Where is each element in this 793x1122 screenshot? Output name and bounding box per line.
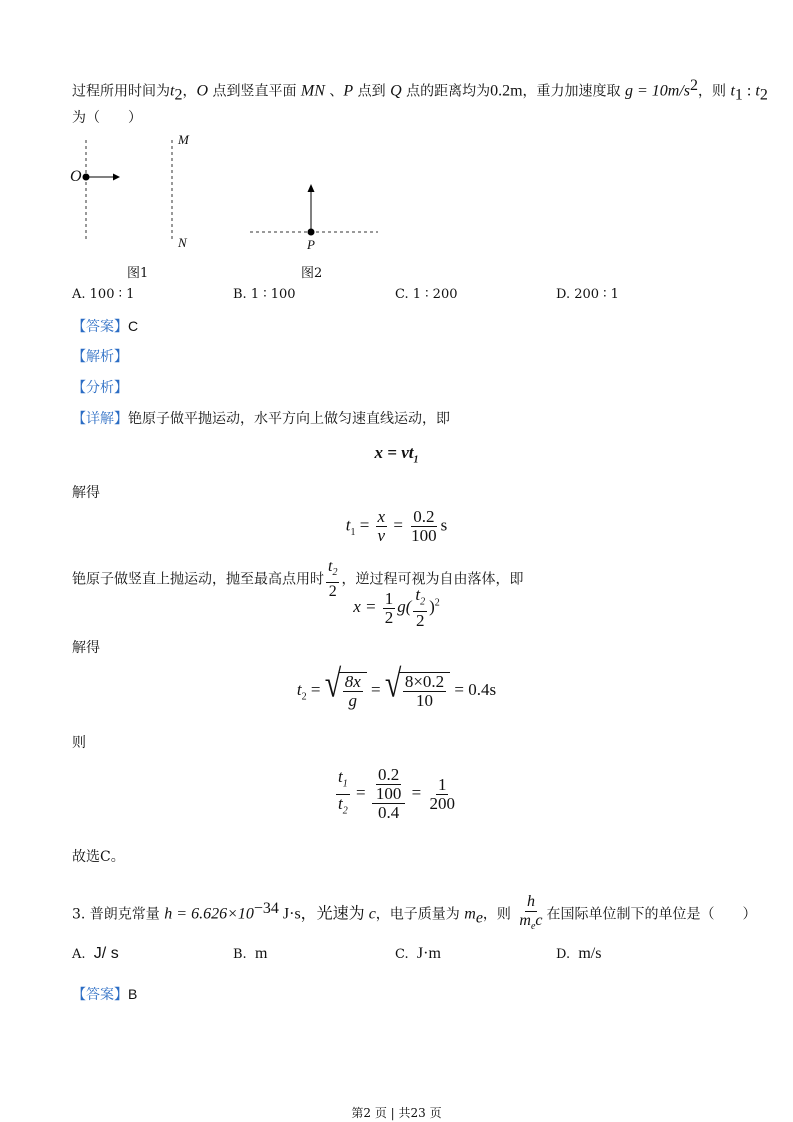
- label-M: M: [178, 132, 189, 147]
- q2-option-d: D. 200 ∶ 1: [556, 287, 619, 302]
- q2-option-b: B. 1 ∶ 100: [233, 287, 296, 302]
- eq-t1: $t_1$ = $\frac{x}{v}$ = $\frac{0.2}{100}$ s: [345, 507, 448, 545]
- q3-option-b: B. m: [233, 945, 268, 962]
- eq-free-fall: x = $\frac{1}{2}$ g( $\frac{t_2}{2}$ )$^2$: [353, 585, 440, 631]
- q2-option-a: A. 100 ∶ 1: [72, 287, 135, 302]
- q2-stem-line2: 为（ ）: [72, 110, 142, 126]
- jiede-2: 解得: [72, 640, 100, 656]
- q3-stem: 3. 普朗克常量 $h = 6.626\times 10^{-34}$ J·s，光速为 c，电子质量为 $m_e$，则 h $m_ec$ 在国际单位制下的单位是（ ）: [72, 893, 757, 933]
- eq-x-vt1: $x = vt_1$: [374, 443, 419, 466]
- fig2-caption: 图2: [301, 266, 323, 281]
- fenxi-label: 【分析】: [72, 380, 128, 396]
- conclusion: 故选C。: [72, 849, 125, 865]
- fig1-caption: 图1: [127, 266, 149, 281]
- label-P: P: [307, 237, 315, 252]
- q2-option-c: C. 1 ∶ 200: [395, 287, 458, 302]
- q3-option-c: C. J·m: [395, 945, 441, 962]
- q3-answer: 【答案】B: [72, 986, 138, 1003]
- q2-figure: [70, 132, 380, 285]
- ze: 则: [72, 735, 86, 751]
- q2-stem-line1: 过程所用时间为$t_2$，O 点到竖直平面 MN 、P 点到 Q 点的距离均为0.2m，重力加速度取 $g = 10m/s^2$，则 $t_1$ : $t_2$: [72, 77, 768, 104]
- jiede-1: 解得: [72, 485, 100, 501]
- page-footer: 第2 页 | 共23 页: [351, 1106, 442, 1120]
- line-up-throw: 铯原子做竖直上抛运动，抛至最高点用时 $\frac{t_2}{2}$ ，逆过程可视为自由落体，即: [72, 558, 524, 601]
- label-O: O: [70, 168, 82, 185]
- label-N: N: [178, 235, 187, 250]
- detail: 【详解】铯原子做平抛运动，水平方向上做匀速直线运动，即: [72, 411, 450, 427]
- q2-answer: 【答案】C: [72, 318, 139, 335]
- eq-ratio: $\frac{t_1}{t_2}$ = 0.2 100 0.4 = $\frac{1}{200}$: [338, 765, 455, 822]
- analysis-label: 【解析】: [72, 349, 128, 365]
- q3-option-d: D. m/s: [556, 945, 602, 962]
- eq-t2: $t_2$ = √ $\frac{8x}{g}$ = √ $\frac{8\times 0.2}{10}$ = 0.4s: [0, 672, 793, 710]
- q3-option-a: A. J/ s: [72, 945, 119, 962]
